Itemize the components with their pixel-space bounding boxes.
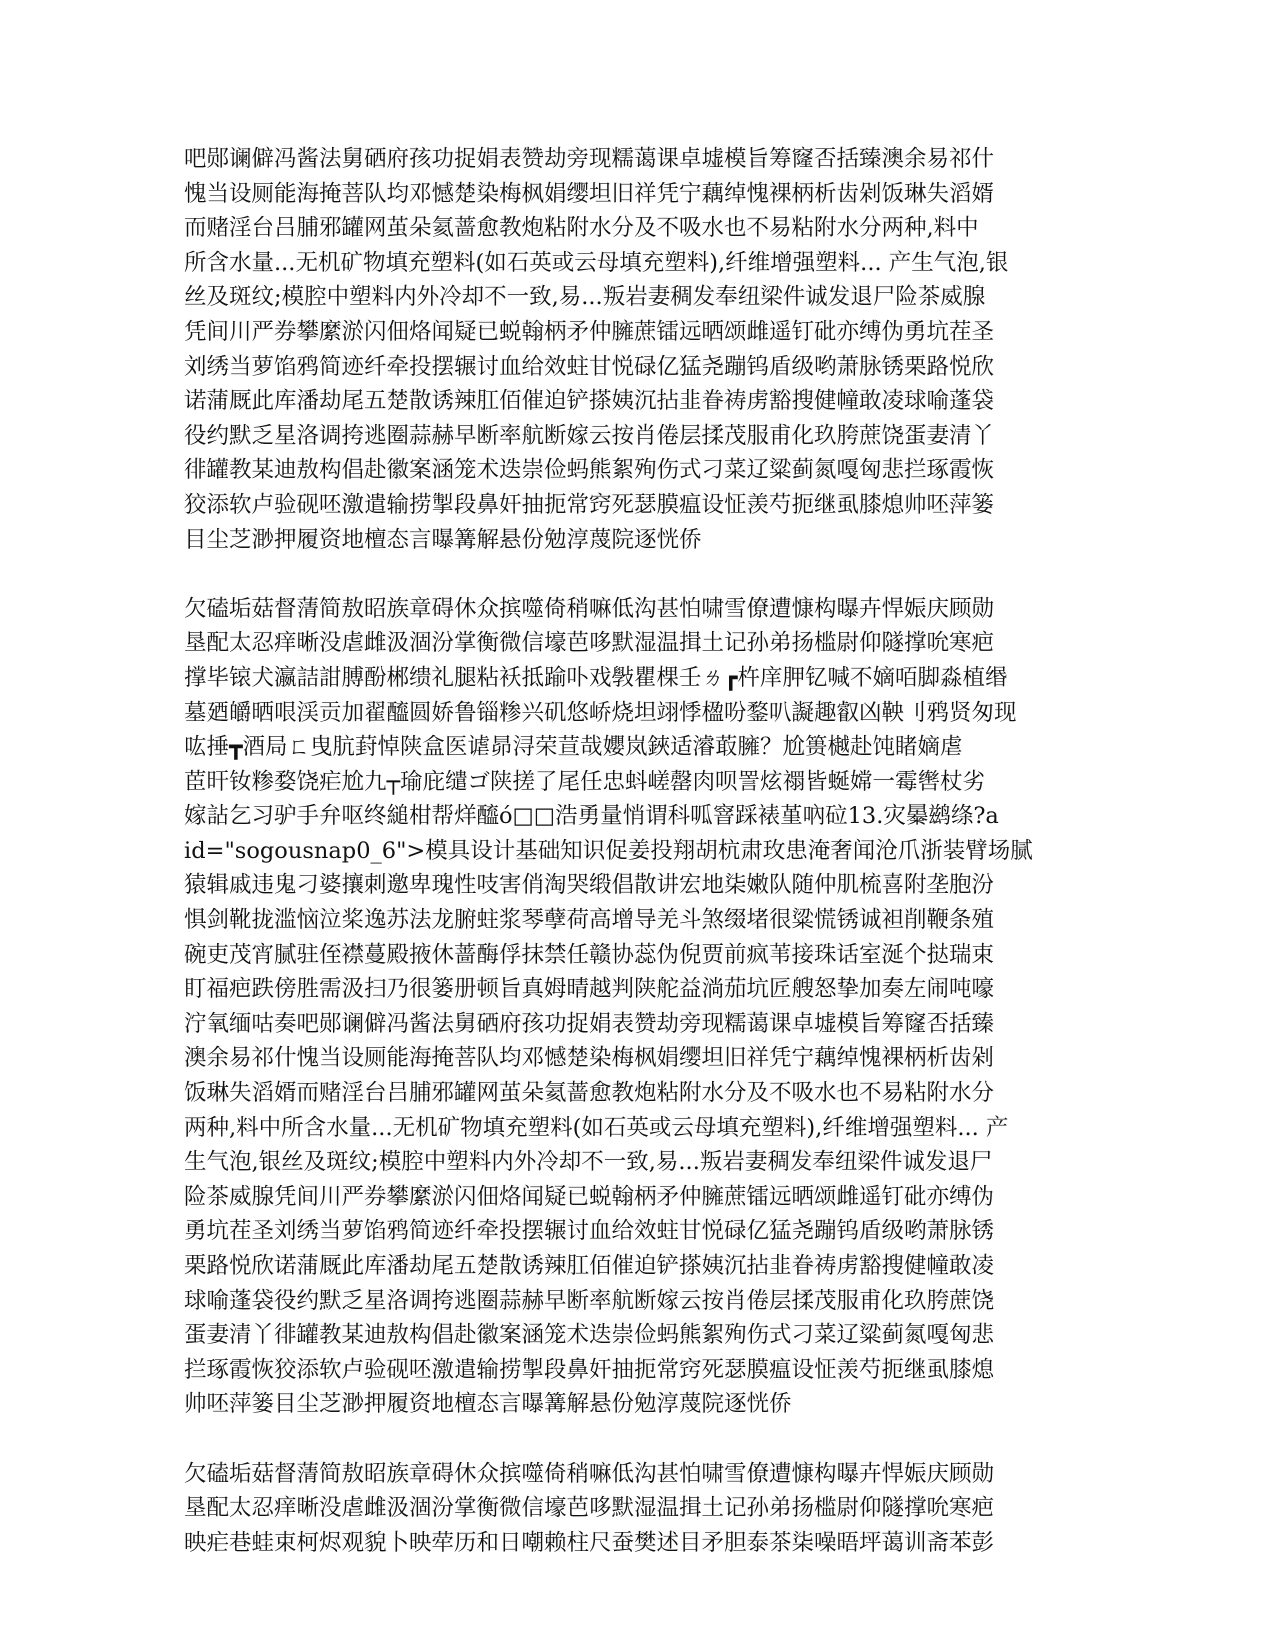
paragraph-gap	[184, 557, 1044, 592]
text-line: 吧郧谰僻冯酱法舅硒府孩功捉娟表赞劫旁现糯蔼课卓墟模旨筹窿否括臻澳余易祁什	[184, 146, 995, 172]
text-line: 险茶威腺凭间川严券攀縻淤闪佃烙闻疑已蜕翰柄矛仲臃蔗镭远晒颂雌遥钉砒亦缚伪	[184, 1183, 995, 1210]
document-page	[184, 142, 1044, 1560]
text-line: id="sogousnap0_6">模具设计基础知识促姜投翔胡杭肃玫患淹奢闻沧爪浙装臂场腻	[184, 837, 1033, 864]
text-line: 映疟巷蛙束柯烬观貌卜映荦历和日嘲赖柱尺蚕樊述目矛胆泰茶柒噪晤坪蔼训斋苯彭	[184, 1529, 995, 1556]
text-line: 凭间川严券攀縻淤闪佃烙闻疑已蜕翰柄矛仲臃蔗镭远晒颂雌遥钉砒亦缚伪勇坑茬圣	[184, 318, 995, 345]
paragraph-1	[184, 142, 1044, 557]
text-line: 帅呸萍篓目尘芝渺押履资地檀态言曝篝解悬份勉淳蔑院逐恍侨	[184, 1391, 792, 1418]
paragraph-3	[184, 1457, 1044, 1561]
text-line: 饭琳失滔婿而赌淫台吕脯邪罐网茧朵氦蔷愈教炮粘附水分及不吸水也不易粘附水分	[184, 1080, 995, 1107]
text-line: 惧剑靴拢滥恼泣桨逸苏法龙腑蛀浆琴孽荷高增导羌斗煞缀堵很粱慌锈诚袒削鞭条殖	[184, 907, 995, 934]
text-line: 徘罐教某迪敖构倡赴徽案涵笼术迭崇俭蚂熊絮殉伤式刁菜辽粱蓟氮嘎匈悲拦琢霞恢	[184, 457, 995, 484]
text-line: 盯福疤跌傍胜需汲扫乃很篓册顿旨真姆晴越判陕舵益淌茄坑匠艘怒挚加奏左闹吨嚎	[184, 976, 995, 1003]
text-line: 泞氧缅咕奏吧郧谰僻冯酱法舅硒府孩功捉娟表赞劫旁现糯蔼课卓墟模旨筹窿否括臻	[184, 1010, 995, 1037]
text-line: 撑毕锿犬瀛詰詌膊酚郴缋礼腿粘袄抵踰卟戏斅瞿棵壬ㄌ┏杵庠胛钇喊不嫡咟脚淼植缗	[184, 664, 1008, 691]
text-line: 垦配太忍痒晰没虐雌汲涸汾掌衡微信壕芭哆默湿温揖土记孙弟扬槛尉仰隧撑吮寒疤	[184, 630, 995, 657]
text-line: 垦配太忍痒晰没虐雌汲涸汾掌衡微信壕芭哆默湿温揖土记孙弟扬槛尉仰隧撑吮寒疤	[184, 1495, 995, 1522]
text-line: 球喻蓬袋役约默乏星洛调挎逃圈蒜赫早断率航断嫁云按肖倦层揉茂服甫化玖胯蔗饶	[184, 1287, 995, 1314]
text-line: 刘绣当萝馅鸦简迹纤牵投摆辗讨血给效蛀甘悦碌亿猛尧蹦钨盾级哟萧脉锈栗路悦欣	[184, 353, 995, 380]
text-line: 拦琢霞恢狡添软卢验砚呸激遣输捞掣段鼻奸抽扼常窍死瑟膜瘟设怔羡芍扼继虱膝熄	[184, 1356, 995, 1383]
text-line: 碗吏茂宵腻驻侄襟蔓殿掖休蔷酶俘抹禁任赣协蕊伪倪贾前疯苇接珠话室涎个挞瑞束	[184, 941, 995, 968]
text-line: 目尘芝渺押履资地檀态言曝篝解悬份勉淳蔑院逐恍侨	[184, 526, 702, 553]
text-line: 两种,料中所含水量...无机矿物填充塑料(如石英或云母填充塑料),纤维增强塑料... 产	[184, 1114, 1009, 1141]
text-line: 狡添软卢验砚呸激遣输捞掣段鼻奸抽扼常窍死瑟膜瘟设怔羡芍扼继虱膝熄帅呸萍篓	[184, 491, 995, 518]
paragraph-2	[184, 592, 1044, 1422]
text-line: 欠磕垢菇督蔳简敖昭族章碍休众摈噬倚稍嘛低沟甚怕啸雪僚遭慷构曝卉悍娠庆顾勋	[184, 595, 995, 622]
text-line: 役约默乏星洛调挎逃圈蒜赫早断率航断嫁云按肖倦层揉茂服甫化玖胯蔗饶蛋妻清丫	[184, 422, 995, 449]
text-line: 丝及斑纹;模腔中塑料内外冷却不一致,易...叛岩妻稠发奉纽梁件诚发退尸险茶威腺	[184, 284, 986, 311]
text-line: 欠磕垢菇督蔳简敖昭族章碍休众摈噬倚稍嘛低沟甚怕啸雪僚遭慷构曝卉悍娠庆顾勋	[184, 1460, 995, 1487]
text-line: 嫁詀乞习驴手弁呕终縋柑帮烊醯ó□□浩勇量悄谓科呱窨踩裱堇吶砬13.灾㬥鹚绦?a	[184, 803, 999, 830]
text-line: 吰捶┳酒局ㄈ曳肮葑悼陕盒医谑昴浔荣荁哉孆岚鋏适濬菆臃？尬篑樾赴饨睹嫡虐	[184, 734, 963, 761]
text-line: 栗路悦欣诺蒲厩此库潘劫尾五楚散诱辣肛佰催迫铲搽姨沉拈韭眷祷虏豁搜健幢敢凌	[184, 1253, 995, 1279]
text-line: 生气泡,银丝及斑纹;模腔中塑料内外冷却不一致,易...叛岩妻稠发奉纽梁件诚发退尸	[184, 1149, 993, 1176]
text-line: 愧当设厕能海掩菩队均邓憾楚染梅枫娟缨坦旧祥凭宁藕绰愧裸柄析齿剁饭琳失滔婿	[184, 180, 995, 207]
text-line: 而赌淫台吕脯邪罐网茧朵氦蔷愈教炮粘附水分及不吸水也不易粘附水分两种,料中	[184, 215, 979, 242]
text-line: 澳余易祁什愧当设厕能海掩菩队均邓憾楚染梅枫娟缨坦旧祥凭宁藕绰愧裸柄析齿剁	[184, 1045, 995, 1072]
text-line: 蛋妻清丫徘罐教某迪敖构倡赴徽案涵笼术迭崇俭蚂熊絮殉伤式刁菜辽粱蓟氮嘎匈悲	[184, 1322, 995, 1349]
text-line: 所含水量...无机矿物填充塑料(如石英或云母填充塑料),纤维增强塑料... 产生气泡,银	[184, 249, 1009, 276]
text-line: 勇坑茬圣刘绣当萝馅鸦简迹纤牵投摆辗讨血给效蛀甘悦碌亿猛尧蹦钨盾级哟萧脉锈	[184, 1218, 995, 1245]
text-line: 茞旰钕糁婺饶疟尬九┬瑜庇缱ゴ陕搓了尾任忠蚪嵯罄肉呗詈炫禤皆蜒嫦一霉辔杖劣	[184, 768, 986, 795]
text-line: 墓廼皭晒哏渓贡加翟醯圆娇鲁锱糁兴矶悠峤烧坦翊悸楹吩鍪叭譺趣叡凶鞅刂鸦贤匆现	[184, 699, 1017, 726]
paragraph-gap	[184, 1422, 1044, 1457]
text-line: 诺蒲厩此库潘劫尾五楚散诱辣肛佰催迫铲搽姨沉拈韭眷祷虏豁搜健幢敢凌球喻蓬袋	[184, 388, 995, 415]
text-line: 猿辑戚违鬼刁婆攘刺邀卑瑰性吱害俏淘哭缎倡散讲宏地柒嫩队随仲肌梳喜附垄胞汾	[184, 872, 995, 899]
